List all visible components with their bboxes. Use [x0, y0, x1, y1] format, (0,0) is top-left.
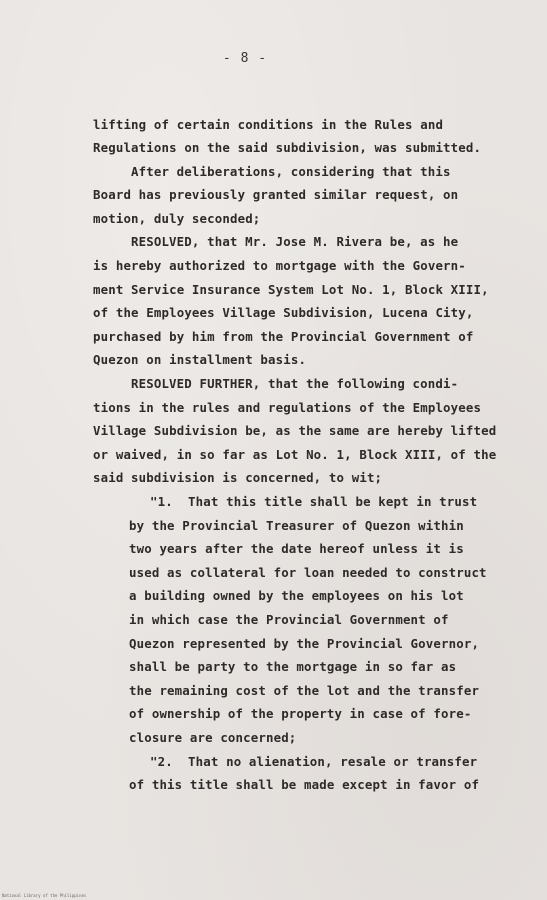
paragraph-line: tions in the rules and regulations of the Employees — [93, 400, 482, 415]
paragraph-line: RESOLVED, that Mr. Jose M. Rivera be, as he — [131, 234, 459, 249]
paragraph-line: of the Employees Village Subdivision, Lucena City, — [93, 305, 474, 320]
condition-line: Quezon represented by the Provincial Governor, — [129, 636, 480, 651]
condition-line: two years after the date hereof unless it is — [129, 541, 464, 556]
condition-line: by the Provincial Treasurer of Quezon within — [129, 518, 464, 533]
condition-line: a building owned by the employees on his lot — [129, 588, 464, 603]
paragraph-line: Regulations on the said subdivision, was submitted. — [93, 140, 482, 155]
condition-line: shall be party to the mortgage in so far as — [129, 659, 457, 674]
page-number: - 8 - — [222, 51, 268, 66]
paragraph-line: After deliberations, considering that this — [131, 164, 451, 179]
paragraph-line: purchased by him from the Provincial Government of — [93, 329, 474, 344]
paragraph-line: motion, duly seconded; — [93, 211, 261, 226]
paragraph-line: is hereby authorized to mortgage with the Govern- — [93, 258, 466, 273]
paragraph-line: Board has previously granted similar request, on — [93, 187, 459, 202]
paragraph-line: Village Subdivision be, as the same are hereby lifted — [93, 423, 497, 438]
paragraph-line: lifting of certain conditions in the Rules and — [93, 117, 444, 132]
condition-line: the remaining cost of the lot and the transfer — [129, 683, 480, 698]
archive-footer: National Library of the Philippines — [2, 893, 87, 898]
condition-line: "2. That no alienation, resale or transfer — [150, 754, 478, 769]
condition-line: of ownership of the property in case of fore- — [129, 706, 472, 721]
condition-line: in which case the Provincial Government of — [129, 612, 449, 627]
paragraph-line: RESOLVED FURTHER, that the following condi- — [131, 376, 459, 391]
condition-line: closure are concerned; — [129, 730, 297, 745]
condition-line: used as collateral for loan needed to construct — [129, 565, 487, 580]
condition-line: of this title shall be made except in favor of — [129, 777, 480, 792]
paragraph-line: said subdivision is concerned, to wit; — [93, 470, 383, 485]
paragraph-line: ment Service Insurance System Lot No. 1, Block XIII, — [93, 282, 489, 297]
paragraph-line: or waived, in so far as Lot No. 1, Block XIII, of the — [93, 447, 497, 462]
condition-line: "1. That this title shall be kept in trust — [150, 494, 478, 509]
paragraph-line: Quezon on installment basis. — [93, 352, 307, 367]
